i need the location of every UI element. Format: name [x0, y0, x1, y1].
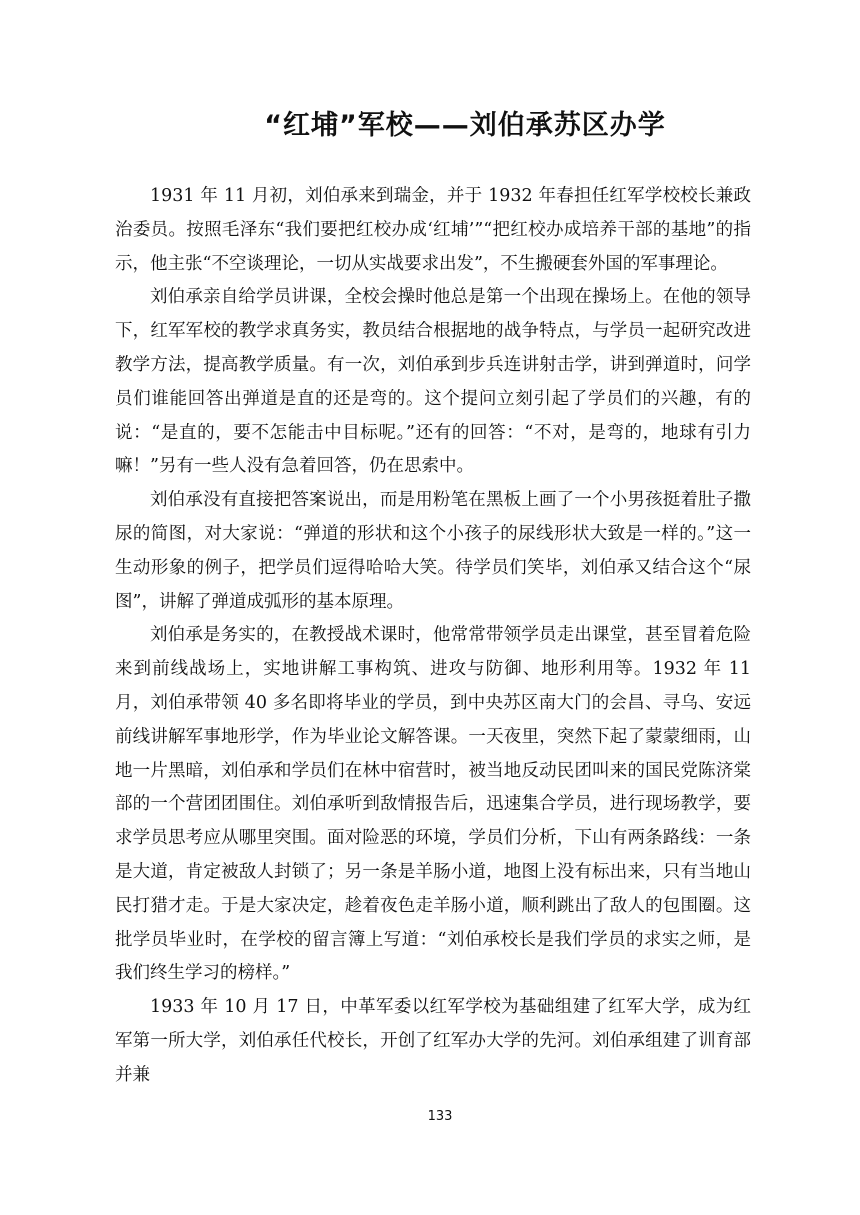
paragraph: 刘伯承亲自给学员讲课，全校会操时他总是第一个出现在操场上。在他的领导下，红军军校的教学求真务实，教员结合根据地的战争特点，与学员一起研究改进教学方法，提高教学质量。有一次，刘伯承到步兵连讲射击学，讲到弹道时，问学员们谁能回答出弹道是直的还是弯的。这个提问立刻引起了学员们的兴趣，有的说：“是直的，要不怎能击中目标呢。”还有的回答：“不对，是弯的，地球有引力嘛！”另有一些人没有急着回答，仍在思索中。 [115, 287, 751, 477]
paragraph: 刘伯承是务实的，在教授战术课时，他常常带领学员走出课堂，甚至冒着危险来到前线战场上，实地讲解工事构筑、进攻与防御、地形利用等。1932 年 11 月，刘伯承带领 40 多名即将毕业的学员，到中央苏区南大门的会昌、寻乌、安远前线讲解军事地形学，作为毕业论文解答课。一天夜里，突然下起了蒙蒙细雨，山地一片黑暗，刘伯承和学员们在林中宿营时，被当地反动民团叫来的国民党陈济棠部的一个营团团围住。刘伯承听到敌情报告后，迅速集合学员，进行现场教学，要求学员思考应从哪里突围。面对险恶的环境，学员们分析，下山有两条路线：一条是大道，肯定被敌人封锁了；另一条是羊肠小道，地图上没有标出来，只有当地山民打猎才走。于是大家决定，趁着夜色走羊肠小道，顺利跳出了敌人的包围圈。这批学员毕业时，在学校的留言簿上写道：“刘伯承校长是我们学员的求实之师，是我们终生学习的榜样。” [115, 625, 751, 984]
document-title: “红埔”军校——刘伯承苏区办学 [264, 110, 666, 141]
paragraph: 1933 年 10 月 17 日，中革军委以红军学校为基础组建了红军大学，成为红军第一所大学，刘伯承任代校长，开创了红军办大学的先河。刘伯承组建了训育部并兼 [115, 997, 751, 1085]
document-body [115, 180, 751, 1093]
paragraph: 1931 年 11 月初，刘伯承来到瑞金，并于 1932 年春担任红军学校校长兼政治委员。按照毛泽东“我们要把红校办成‘红埔’”“把红校办成培养干部的基地”的指示，他主张“不空谈理论，一切从实战要求出发”，不生搬硬套外国的军事理论。 [115, 186, 751, 274]
paragraph: 刘伯承没有直接把答案说出，而是用粉笔在黑板上画了一个小男孩挺着肚子撒尿的简图，对大家说：“弹道的形状和这个小孩子的尿线形状大致是一样的。”这一生动形象的例子，把学员们逗得哈哈大笑。待学员们笑毕，刘伯承又结合这个“尿图”，讲解了弹道成弧形的基本原理。 [115, 490, 751, 612]
page-number: 133 [427, 1109, 453, 1124]
